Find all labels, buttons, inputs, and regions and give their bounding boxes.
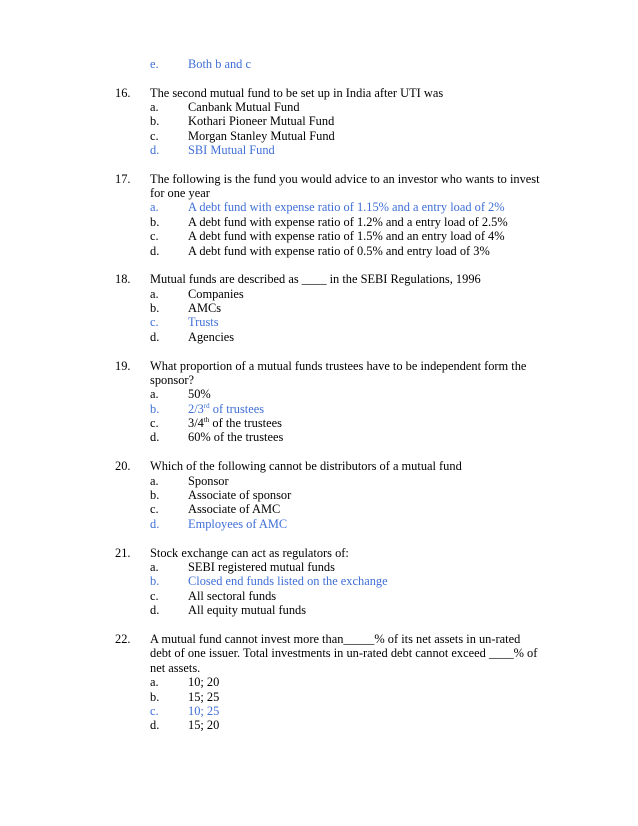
option-text: 50% bbox=[188, 387, 211, 401]
option-letter: a. bbox=[150, 100, 159, 114]
option-letter-correct: c. bbox=[150, 704, 159, 718]
option-letter: d. bbox=[150, 330, 160, 344]
question-text: What proportion of a mutual funds trustees have to be independent form the bbox=[150, 359, 527, 373]
option-letter: d. bbox=[150, 430, 160, 444]
option-letter: b. bbox=[150, 114, 160, 128]
option-letter-correct: d. bbox=[150, 517, 160, 531]
option-text: A debt fund with expense ratio of 1.5% and an entry load of 4% bbox=[188, 229, 505, 243]
option-text: Associate of AMC bbox=[188, 502, 281, 516]
option-letter-correct: b. bbox=[150, 574, 160, 588]
option-letter: d. bbox=[150, 244, 160, 258]
option-text-correct: A debt fund with expense ratio of 1.15% and a entry load of 2% bbox=[188, 200, 505, 214]
option-text: 15; 20 bbox=[188, 718, 220, 732]
question-text: The second mutual fund to be set up in India after UTI was bbox=[150, 86, 444, 100]
question-text: for one year bbox=[150, 186, 210, 200]
question-number: 18. bbox=[115, 272, 131, 286]
option-text: A debt fund with expense ratio of 1.2% and a entry load of 2.5% bbox=[188, 215, 508, 229]
option-text-rest: of the trustees bbox=[209, 416, 282, 430]
option-text: Kothari Pioneer Mutual Fund bbox=[188, 114, 335, 128]
option-letter: b. bbox=[150, 488, 160, 502]
option-letter: c. bbox=[150, 502, 159, 516]
option-letter: d. bbox=[150, 603, 160, 617]
option-text-correct: Closed end funds listed on the exchange bbox=[188, 574, 388, 588]
question-text: sponsor? bbox=[150, 373, 195, 387]
option-text: All sectoral funds bbox=[188, 589, 277, 603]
option-text: SEBI registered mutual funds bbox=[188, 560, 335, 574]
option-text: 60% of the trustees bbox=[188, 430, 284, 444]
option-letter: c. bbox=[150, 416, 159, 430]
question-number: 19. bbox=[115, 359, 131, 373]
option-text-rest: of trustees bbox=[209, 402, 265, 416]
option-text: 15; 25 bbox=[188, 690, 220, 704]
question-number: 20. bbox=[115, 459, 131, 473]
question-text: A mutual fund cannot invest more than_____% of its net assets in un-rated bbox=[150, 632, 521, 646]
option-text-correct: Employees of AMC bbox=[188, 517, 288, 531]
option-text: Sponsor bbox=[188, 474, 229, 488]
question-text: The following is the fund you would advice to an investor who wants to invest bbox=[150, 172, 540, 186]
question-text: Which of the following cannot be distributors of a mutual fund bbox=[150, 459, 462, 473]
option-text: Morgan Stanley Mutual Fund bbox=[188, 129, 335, 143]
question-number: 21. bbox=[115, 546, 131, 560]
option-letter-correct: a. bbox=[150, 200, 159, 214]
intro-option-letter: e. bbox=[150, 57, 159, 71]
option-letter: d. bbox=[150, 718, 160, 732]
option-text-superscript: th bbox=[203, 415, 210, 424]
question-number: 16. bbox=[115, 86, 131, 100]
option-letter: a. bbox=[150, 560, 159, 574]
option-letter: b. bbox=[150, 690, 160, 704]
question-text: Mutual funds are described as ____ in the SEBI Regulations, 1996 bbox=[150, 272, 481, 286]
option-letter: c. bbox=[150, 589, 159, 603]
option-text: Companies bbox=[188, 287, 244, 301]
option-letter: a. bbox=[150, 474, 159, 488]
option-text-correct: Trusts bbox=[188, 315, 219, 329]
option-text: 10; 20 bbox=[188, 675, 220, 689]
option-text-correct: 10; 25 bbox=[188, 704, 220, 718]
option-letter-correct: c. bbox=[150, 315, 159, 329]
option-text-fraction: 2/3 bbox=[188, 402, 204, 416]
option-text: Canbank Mutual Fund bbox=[188, 100, 300, 114]
option-text: AMCs bbox=[188, 301, 222, 315]
option-letter: c. bbox=[150, 229, 159, 243]
option-letter: c. bbox=[150, 129, 159, 143]
option-letter: a. bbox=[150, 387, 159, 401]
option-text-fraction: 3/4 bbox=[188, 416, 204, 430]
option-letter: a. bbox=[150, 675, 159, 689]
option-letter: a. bbox=[150, 287, 159, 301]
option-text: All equity mutual funds bbox=[188, 603, 307, 617]
question-text: Stock exchange can act as regulators of: bbox=[150, 546, 349, 560]
option-letter-correct: d. bbox=[150, 143, 160, 157]
option-letter: b. bbox=[150, 301, 160, 315]
option-text bbox=[188, 416, 282, 430]
option-letter-correct: b. bbox=[150, 402, 160, 416]
question-text: debt of one issuer. Total investments in un-rated debt cannot exceed ____% of bbox=[150, 646, 538, 660]
option-text-superscript: rd bbox=[203, 401, 210, 410]
question-text: net assets. bbox=[150, 661, 201, 675]
intro-option-text: Both b and c bbox=[188, 57, 251, 71]
option-text: A debt fund with expense ratio of 0.5% and entry load of 3% bbox=[188, 244, 490, 258]
question-number: 22. bbox=[115, 632, 131, 646]
question-number: 17. bbox=[115, 172, 131, 186]
option-text: Associate of sponsor bbox=[188, 488, 292, 502]
option-text-correct: SBI Mutual Fund bbox=[188, 143, 275, 157]
option-text: Agencies bbox=[188, 330, 235, 344]
option-letter: b. bbox=[150, 215, 160, 229]
option-text-correct bbox=[188, 402, 264, 416]
